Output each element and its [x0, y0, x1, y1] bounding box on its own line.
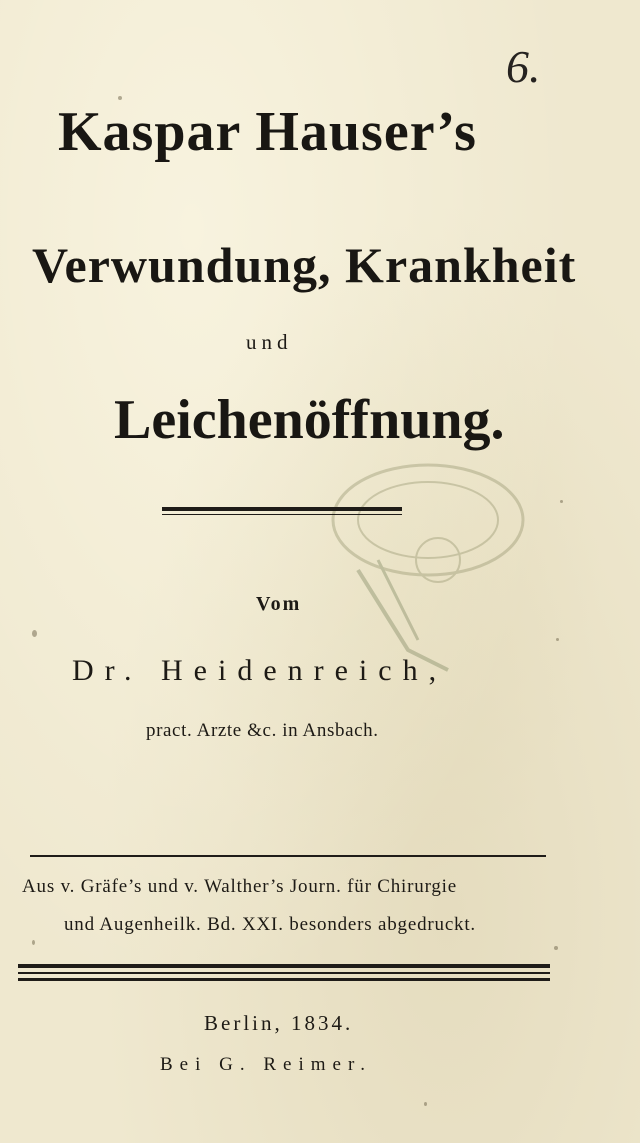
imprint-place-year: Berlin, 1834.: [204, 1011, 354, 1035]
title-divider: [162, 507, 402, 511]
byline-prefix: Vom: [256, 593, 302, 615]
source-divider-top: [30, 855, 546, 857]
author-affiliation: pract. Arzte &c. in Ansbach.: [146, 720, 379, 741]
source-note-line-1: Aus v. Gräfe’s und v. Walther’s Journ. für Chirurgie: [22, 876, 457, 897]
imprint-publisher: Bei G. Reimer.: [160, 1054, 372, 1075]
source-divider-bottom-thick: [18, 964, 550, 968]
title-line-1: Kaspar Hauser’s: [58, 101, 477, 163]
source-divider-bottom-mid: [18, 972, 550, 974]
title-divider-thin: [162, 514, 402, 515]
title-connector: und: [246, 330, 293, 354]
title-line-3: Leichenöffnung.: [114, 389, 505, 451]
shelf-mark: 6.: [506, 41, 541, 92]
title-line-2: Verwundung, Krankheit: [32, 237, 577, 293]
source-note-line-2: und Augenheilk. Bd. XXI. besonders abgedruckt.: [64, 914, 476, 935]
source-divider-bottom-thin: [18, 978, 550, 981]
author-name: Dr. Heidenreich,: [72, 654, 448, 687]
